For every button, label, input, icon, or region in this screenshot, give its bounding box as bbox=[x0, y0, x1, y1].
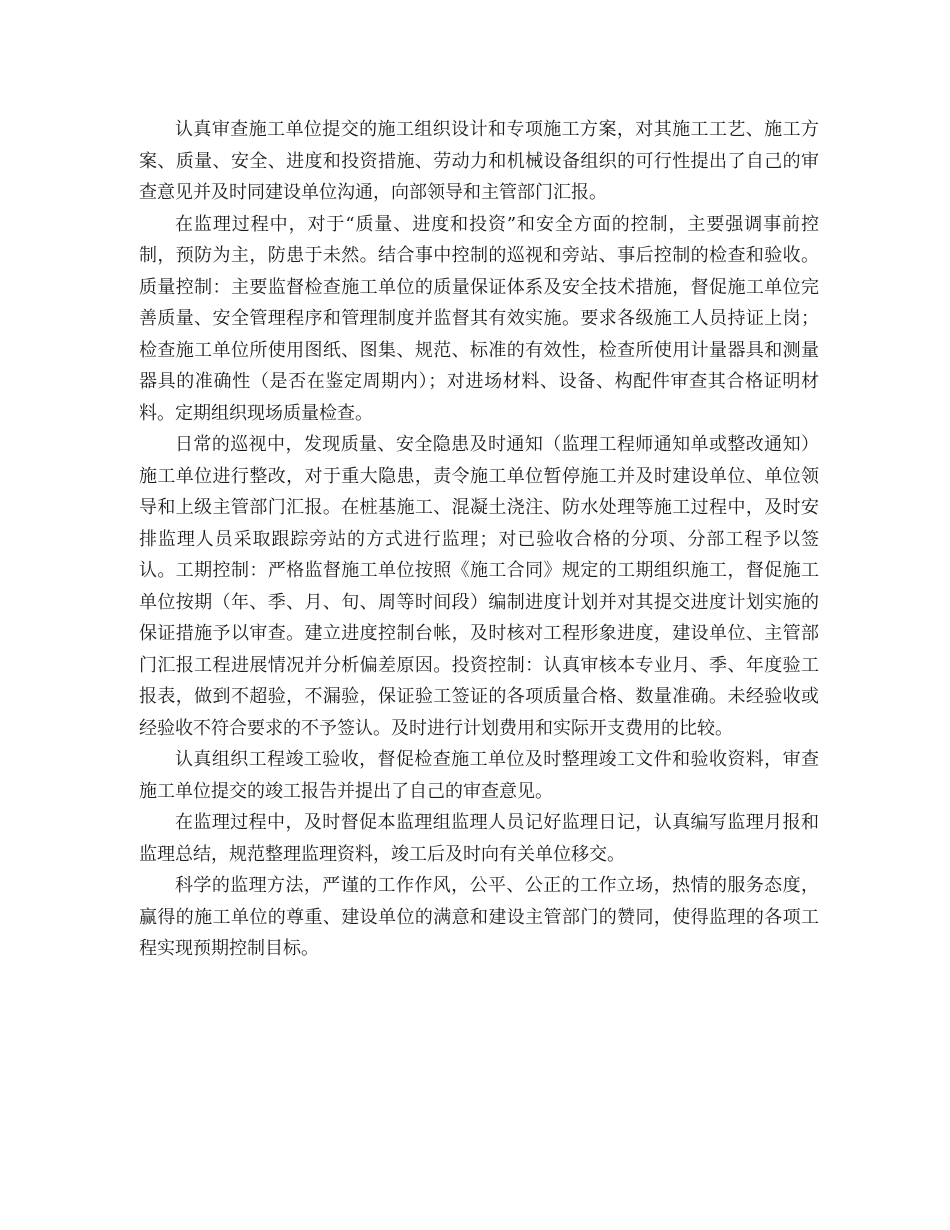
paragraph-summary: 科学的监理方法，严谨的工作作风，公平、公正的工作立场，热情的服务态度，赢得的施工单位的尊重、建设单位的满意和建设主管部门的赞同，使得监理的各项工程实现预期控制目标。 bbox=[139, 875, 819, 959]
paragraph-plan-review: 认真审查施工单位提交的施工组织设计和专项施工方案，对其施工工艺、施工方案、质量、安全、进度和投资措施、劳动力和机械设备组织的可行性提出了自己的审查意见并及时同建设单位沟通，向部领导和主管部门汇报。 bbox=[139, 119, 819, 203]
paragraph-completion-acceptance: 认真组织工程竣工验收，督促检查施工单位及时整理竣工文件和验收资料，审查施工单位提交的竣工报告并提出了自己的审查意见。 bbox=[139, 749, 819, 802]
paragraph-quality-control: 在监理过程中，对于“质量、进度和投资”和安全方面的控制，主要强调事前控制，预防为主，防患于未然。结合事中控制的巡视和旁站、事后控制的检查和验收。质量控制：主要监督检查施工单位的质量保证体系及安全技术措施，督促施工单位完善质量、安全管理程序和管理制度并监督其有效实施。要求各级施工人员持证上岗；检查施工单位所使用图纸、图集、规范、标准的有效性，检查所使用计量器具和测量器具的准确性（是否在鉴定周期内）；对进场材料、设备、构配件审查其合格证明材料。定期组织现场质量检查。 bbox=[139, 213, 819, 424]
paragraph-supervision-records: 在监理过程中，及时督促本监理组监理人员记好监理日记，认真编写监理月报和监理总结，规范整理监理资料，竣工后及时向有关单位移交。 bbox=[139, 812, 819, 865]
paragraph-inspection-schedule-cost: 日常的巡视中，发现质量、安全隐患及时通知（监理工程师通知单或整改通知）施工单位进行整改，对于重大隐患，责令施工单位暂停施工并及时建设单位、单位领导和上级主管部门汇报。在桩基施工、混凝土浇注、防水处理等施工过程中，及时安排监理人员采取跟踪旁站的方式进行监理；对已验收合格的分项、分部工程予以签认。工期控制：严格监督施工单位按照《施工合同》规定的工期组织施工，督促施工单位按期（年、季、月、旬、周等时间段）编制进度计划并对其提交进度计划实施的保证措施予以审查。建立进度控制台帐，及时核对工程形象进度，建设单位、主管部门汇报工程进展情况并分析偏差原因。投资控制：认真审核本专业月、季、年度验工报表，做到不超验，不漏验，保证验工签证的各项质量合格、数量准确。未经验收或经验收不符合要求的不予签认。及时进行计划费用和实际开支费用的比较。 bbox=[139, 434, 819, 739]
document-body bbox=[139, 114, 819, 965]
